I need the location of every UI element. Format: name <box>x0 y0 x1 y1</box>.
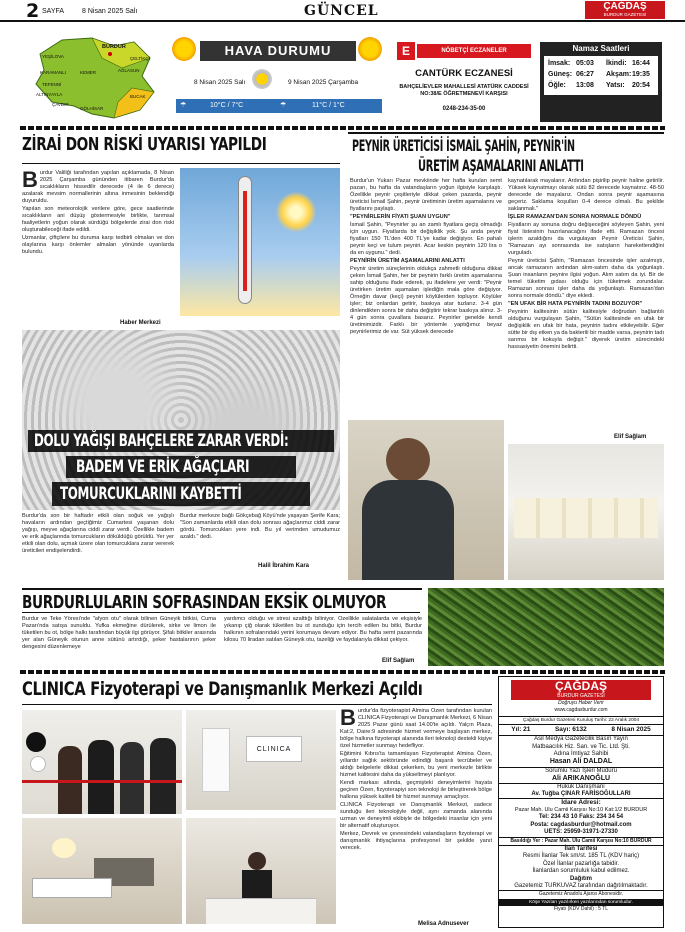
imprint-ilan3: İlanlardan sorumluluk kabul edilmez. <box>532 868 630 875</box>
sun-cloud-icon-right <box>358 37 382 61</box>
a3-c1-h2: PEYNİRİN ÜRETİM AŞAMALARINI ANLATTI <box>350 258 465 264</box>
imprint-office-addr: Pazar Mah. Ulu Camii Karşısı No:10 Kat:1/2 BURDUR <box>514 806 648 813</box>
a3-byline: Elif Sağlam <box>614 434 647 440</box>
cloud-sun-icon <box>252 69 272 89</box>
a1-p1: urdur Valiliği tarafından yapılan açıklamada, 8 Nisan 2025 Çarşamba gününden itibaren Burdur'da sıcaklıkların hissedilir derecede (4 ile 6 derece) azalarak mevsim normallerinin altına inmesinin beklendiği duyuruldu. <box>22 170 174 204</box>
temp1-icon: ☂ <box>180 102 187 109</box>
weather-title <box>200 41 356 61</box>
a1-p3: Uzmanlar, çiftçilere bu duruma karşı tedbirli olmaları ve don olaylarına karşı önlemler almaları yönünde uyarılarda bulundu. <box>22 235 174 255</box>
imprint-ilan1: Resmi İlanlar Tek sm/st. 185 TL (KDV hariç) <box>522 853 640 860</box>
a5-p5: Merkez, Devrek ve çevresindeki vatandaşların fizyoterapi ve danışmanlık ihtiyaçlarına profesyonel bir şekilde yanıt verecek. <box>340 831 492 851</box>
imprint-web: www.cagdasburdur.com <box>554 707 608 714</box>
prayer-panel <box>540 42 662 122</box>
pharmacy-badge <box>397 42 415 60</box>
imprint-owner1: Asil Medya Gazetecilik Basın Yayın <box>534 736 628 743</box>
imprint-print: Basıldığı Yer : Pazar Mah. Ulu Camii Karşısı No:10 BURDUR <box>499 837 663 846</box>
weather-day1: 8 Nisan 2025 Salı <box>194 79 246 86</box>
a5-title <box>22 676 492 704</box>
clinica-sign-text: CLINICA <box>256 746 292 753</box>
header-logo <box>585 1 665 19</box>
a3-title <box>348 132 664 176</box>
imprint-ilan-title: İlan Tarifesi <box>564 845 598 852</box>
a2-title <box>22 430 340 510</box>
page-number: 2 <box>26 0 40 22</box>
map-label-kemer: KEMER <box>80 70 97 75</box>
a3-c1-p2: İsmail Şahin, "Peynirler şu an zamlı fiyatlara geçiş olmadığı için uygun. Fiyatlarda bir değişiklik yok. Şu anda peynir fiyatları 150 TL'den 400 TL'ye kadar değişiyor. En pahalı peynir keçi ve tulum peyniri. Acar keskin peynirin 120 lira o da en uygunu." dedi. <box>350 222 502 256</box>
imprint-dagitim: Dağıtım <box>569 875 592 882</box>
a5-byline: Melisa Adnusever <box>418 921 469 927</box>
prayer-title <box>540 42 662 53</box>
a3-c1-p3: Peynir üretim süreçlerinin oldukça zahmetli olduğuna dikkat çeken İsmail Şahin, her bir peynirin farklı üretim aşamalarına sahip olduğunu ifade ederek, şu ifadelere yer verdi: "Peynir üretirken üretim aşamaları işlediğin mala göre değişiyor. Örneğin davar (keçi) peyniri köylülerden topluyor. Köylüler işler; biz onlardan getirir, baskıya atar tuzlarız. 3-4 gün dinlendikten sonra bir daha değiştirir tekrar baskıya alınız. 3-4 gün sonra çuvallara basarız. Peynirler genelde kendi üretimimizdir. Farklı bir yöntemle yaptığımız beyaz peynirlerimiz de var. Süt yüksek derecede <box>350 266 502 335</box>
imprint-ilan2: Özel İlanlar pazarlığa tabidir. <box>542 860 620 867</box>
weather-temps <box>176 99 382 113</box>
a4-col2: yardımcı olduğu ve stresi azalttığı biliniyor. Özellikle salatalarda ve ekşisiyle yıkanıp çiğ olarak tüketilen bu ot sunduğu için tercih edilen bu bitki, Burdur halkının sofralarındaki yerini korumaya devam ediyor. Bu hafta semt pazarında kilosu 70 liradan satılan Güneyik otu, tazeliği ve faydalarıyla dikkat çekiyor. <box>224 616 422 643</box>
a5-dropcap: B <box>340 708 356 730</box>
temp1: 10°C / 7°C <box>210 102 244 109</box>
sayfa-label: SAYFA <box>42 8 65 15</box>
thermometer-icon <box>238 176 252 304</box>
a1-p2: Yapılan son meteorolojik verilere göre, gece saatlerinde sıcaklıkların ani düşüş göstermesiyle birlikte, tarımsal faaliyetlerin yoğun olarak sürdüğü bölgelerde zirai don riski oluşturabileceği ifade edildi. <box>22 206 174 233</box>
weather-title-text: HAVA DURUMU <box>224 43 332 58</box>
map-label-bucak: BUCAK <box>130 94 146 99</box>
imprint-logo-text: ÇAĞDAŞ <box>554 679 607 693</box>
imprint-legal: Av. Tuğba ÇINAR FARİSOĞULLARI <box>531 791 631 798</box>
imprint-yil: Yıl: 21 <box>511 726 531 734</box>
imprint-logo-sub: BURDUR GAZETESİ <box>557 693 605 699</box>
seller-figure <box>386 438 430 482</box>
mid-divider <box>20 670 665 674</box>
a5-title-text: CLINICA Fizyoterapi ve Danışmanlık Merkezi Açıldı <box>22 678 423 700</box>
imprint-founded: Çağdaş Burdur Gazetesi Kuruluş Tarihi: 22 Aralık 2004 <box>499 716 663 724</box>
sun-icon <box>276 192 316 232</box>
page-header <box>0 0 685 22</box>
imprint-price: Fiyatı (KDV Dahil) : 5 TL <box>553 906 609 913</box>
a4-rule <box>22 612 420 613</box>
a2-col1: Burdur'da son bir haftadır etkili olan soğuk ve yağışlı havaların ardından geçtiğimiz Cumartesi yaşanan dolu yağışı, meyve ağaçlarına ciddi zarar verdi. Özellikle badem ve erik ağaçlarında tomurcukların döküldüğü görüldü. Yer yer etkili olan dolu, açmak üzere olan tomurcuklara zarar vererek üreticileri endişelendirdi. <box>22 513 174 554</box>
prayer-table <box>544 56 658 95</box>
imprint-note: Köşe Yazıları yazılırken yazılarından sorumludur. <box>499 899 663 906</box>
header-date: 8 Nisan 2025 Salı <box>82 8 138 15</box>
pharmacy-panel <box>393 40 535 120</box>
prayer-row: Güneş: 06:27 Akşam: 19:35 <box>548 71 650 78</box>
pharmacy-title-text: NÖBETÇİ ECZANELER <box>441 48 507 54</box>
pharmacy-title <box>417 44 531 58</box>
a2-title-l3 <box>52 482 310 506</box>
imprint-uets: UETS: 25959-31971-27330 <box>544 829 618 836</box>
weather-day2: 9 Nisan 2025 Çarşamba <box>288 79 359 86</box>
pharmacy-e-icon: E <box>401 44 410 58</box>
a5-p2: Eğitimini Kıbrıs'ta tamamlayan Fizyoterapist Almina Özen, yıllardır sağlık sektöründe edindiği başarılı tecrübeler ve aldığı belgelerle dikkat çekerken, bu yeni merkezle birlikte hizmet kalitesini daha da yükseltmeyi planlıyor. <box>340 751 492 778</box>
a5-photo-room <box>22 818 182 924</box>
prayer-row: İmsak: 05:03 İkindi: 16:44 <box>548 60 650 67</box>
a1-rule <box>22 163 340 164</box>
imprint-tagline: Doğruyu Haber Verir <box>558 700 604 706</box>
header-logo-text: ÇAĞDAŞ <box>603 1 647 12</box>
imprint-owner2: Matbaacılık Hiz. San. ve Tic. Ltd. Şti. <box>532 743 630 750</box>
map-label-karamanli: KARAMANLI <box>40 70 67 75</box>
a3-c2-p4: Peynirin kalitesinin sütün kalitesiyle doğrudan bağlantılı olduğunu vurgulayan Şahin, "Sütün kalitesinde en ufak bir değişiklik en ufak bir hata, peynirin tadını etkileyebilir. Eğer sütte bir dış etken ya da bakterili bir madde varsa, peynirin tadı sarımsı bir kokuyla değişir." diyerek üretim sürecindeki hassasiyetin önemini belirtti. <box>508 309 664 350</box>
a5-rule <box>22 704 492 705</box>
header-logo-sub: BURDUR GAZETESİ <box>603 12 647 17</box>
imprint-editor: Ali ARIKANOĞLU <box>551 775 611 783</box>
a1-title-text: ZİRAİ DON RİSKİ UYARISI YAPILDI <box>22 134 267 155</box>
imprint-editor-label: Sorumlu Yazı İşleri Müdürü <box>499 767 663 775</box>
a2-title-l1-text: DOLU YAĞIŞI BAHÇELERE ZARAR VERDİ: <box>34 431 289 451</box>
map-label-altinyayla: ALTINYAYLA <box>36 92 63 97</box>
map-label-celtikci: ÇELTİKÇİ <box>130 56 150 61</box>
weather-map <box>22 32 164 122</box>
a5-photo-reception <box>186 818 336 924</box>
a5-photo-clinica-sign <box>186 710 336 810</box>
prayer-row: Öğle: 13:08 Yatsı: 20:54 <box>548 82 650 89</box>
imprint-logo <box>511 680 651 700</box>
a5-body <box>340 708 492 920</box>
a1-title <box>22 134 342 160</box>
a2-title-l3-text: TOMURCUKLARINI KAYBETTİ <box>60 484 242 504</box>
a5-p1: urdur'da fizyoterapist Almina Özen tarafından kurulan CLINICA Fizyoterapi ve Danışmanlık Merkezi, 6 Nisan 2025 Pazar günü saat 14.00'te açıldı. Yalçın Plaza, Kat:2, Daire:9 adresinde hizmet vermeye başlayan merkez, bölge halkına fizyoterapi alanında ileri teknoloji destekli kişiye özel hizmetler sunmayı hedefliyor. <box>340 708 492 749</box>
imprint-issue <box>499 724 663 736</box>
imprint-date: 8 Nisan 2025 <box>611 726 651 734</box>
map-label-aglasun: AĞLASUN <box>118 68 140 73</box>
pharmacy-name: CANTÜRK ECZANESİ <box>415 68 513 79</box>
a3-col1 <box>350 178 502 418</box>
imprint-office-label: İdare Adresi: <box>499 798 663 806</box>
a2-col2: Burdur merkeze bağlı Gökçebağ Köyü'nde yaşayan Şerife Kara; "Son zamanlarda etkili olan dolu sonrası ağaçlarımız ciddi zarar gördü. Tomurcukları yere indi. Bu yıl verimden umudumuz azaldı." dedi. <box>180 513 340 540</box>
a2-title-l2 <box>66 456 296 478</box>
a4-photo-guneyik <box>428 588 664 666</box>
top-divider <box>20 126 665 130</box>
a4-byline: Elif Sağlam <box>382 658 415 664</box>
map-label-cavdir: ÇAVDIR <box>52 102 69 107</box>
a4-title <box>22 588 422 612</box>
cheese-blocks <box>514 498 658 538</box>
clinica-sign <box>246 736 302 762</box>
a3-title-l2: ÜRETİM AŞAMALARINI ANLATTI <box>418 156 584 175</box>
map-label-golhisar: GÖLHİSAR <box>80 106 104 111</box>
map-label-yesilova: YEŞİLOVA <box>42 54 64 59</box>
map-label-tefenni: TEFENNİ <box>42 82 62 87</box>
a2-title-l1 <box>28 430 334 452</box>
imprint-sayi: Sayı: 6132 <box>554 726 587 734</box>
a1-body <box>22 170 174 318</box>
a3-c1-p1: Burdur'un Yukarı Pazar mevkiinde her hafta kurulan semt pazarı, bu hafta da vatandaşların yoğun ilgisiyle karşılaştı. Özellikle peynir çeşitleriyle dikkat çeken pazarda, peynir üreticisi İsmail Şahin, peynir üretiminin üretim aşamalarını ve fiyatlarını paylaştı. <box>350 178 502 212</box>
a4-col1: Burdur ve Teke Yöresi'nde "afyon otu" olarak bilinen Güneyik bitkisi, Cuma Pazarı'nda satışa sunuldu. Yufka ekmeğine dürülerek, sirke ve limon ile tüketilen bu ot, bölge halkı tarafından büyük ilgi görüyor. Şifalı bitkiler arasında yer alan Güneyik otunun anne sütünü artırdığı, şeker hastalarının şeker dengesini düzenlemeye <box>22 616 216 650</box>
sun-cloud-icon <box>172 37 196 61</box>
imprint-box <box>498 676 664 928</box>
temp2: 11°C / 1°C <box>312 102 345 109</box>
a3-c2-p3: Peynir üreticisi Şahin, "Ramazan öncesinde işler azalmıştı, ancak ramazanın ardından alım-satım daha da yoğunlaştı. Şuan insanların peynire ilgisi yoğun. Alım satım da iyi. Bir de temel tüketim gıdası olduğu için tüketmek zorundalar. Ramazan sonrası işler daha da yoğunlaştı. Ramazan'dan sonra normale döndü." diye ekledi. <box>508 258 664 299</box>
a1-photo-thermometer <box>180 168 340 316</box>
a5-p4: CLINICA Fizyoterapi ve Danışmanlık Merkezi, sadece sunduğu ileri teknolojiyle değil, aynı zamanda alanında uzman ve deneyimli ekibiyle de bölgedeki insanlar için yeni bir alternatif oluşturuyor. <box>340 802 492 829</box>
a3-c2-h2: "EN UFAK BİR HATA PEYNİRİN TADINI BOZUYOR" <box>508 301 643 307</box>
pharmacy-phone: 0248-234-35-00 <box>442 106 486 112</box>
a1-dropcap: B <box>22 170 38 192</box>
imprint-post: Posta: cagdasburdur@hotmail.com <box>530 821 632 828</box>
a5-p3: Kendi markası altında, geçmişteki deneyimlerini hayata geçiren Özen, fizyoterapiyi son teknoloji ile birleştirerek bölge halkına yüksek kaliteli bir hizmet sunmayı amaçlıyor. <box>340 780 492 800</box>
a3-photo-cheese-seller <box>348 420 504 580</box>
a3-c2-p1: kaynatılarak mayalanır. Ardından pişirilip peynir haline getirilir. Yüksek kaynatmayı olarak sütü 82 derecede kaynatırız. 48-50 derecede de mayalarız. Ondan sonra peynir aşamasına geçeriz. Saklama koşulları 0-4 derece olmalı. Bu şekilde saklanmalı." <box>508 178 664 212</box>
weather-panel <box>168 33 388 121</box>
a3-c2-p2: Fiyatların ay sonuna doğru değişeceğini söyleyen Şahin, yeni fiyat listesinin hazırlanacağını ifade etti. Ramazan öncesi işlerin azaldığını da vurgulayan Peynir Üreticisi Şahin, "Ramazan ayı sonrasında ise satışların hareketlendiğini vurguladı. <box>508 222 664 256</box>
imprint-dagitim2: Gazetemiz TURKUVAZ tarafından dağıtılmaktadır. <box>514 882 648 889</box>
a3-photo-cheese-counter <box>508 444 664 580</box>
temp2-icon: ☂ <box>280 102 287 109</box>
a3-title-l1: PEYNİR ÜRETİCİSİ İSMAİL ŞAHİN, PEYNİR'İN <box>352 136 575 155</box>
a4-title-text: BURDURLULARIN SOFRASINDAN EKSİK OLMUYOR <box>22 592 387 612</box>
prayer-title-text: Namaz Saatleri <box>572 44 630 53</box>
a5-photo-ribbon <box>22 710 182 814</box>
imprint-aa: Gazetemiz Anadolu Ajansı Abonesidir. <box>499 890 663 898</box>
a1-byline: Haber Merkezi <box>120 320 161 326</box>
pharmacy-address: BAHÇELİEVLER MAHALLESİ ATATÜRK CADDESİ NO:38/E ÖĞRETMENEVİ KARŞISI <box>399 84 529 97</box>
section-title: GÜNCEL <box>304 3 379 19</box>
a2-byline: Halil İbrahim Kara <box>258 563 310 569</box>
imprint-owner-name: Hasan Ali DALDAL <box>549 758 613 766</box>
a3-col2 <box>508 178 664 432</box>
imprint-legal-label: Hukuk Danışmanı <box>499 783 663 791</box>
imprint-tel: Tel: 234 43 10 Faks: 234 34 54 <box>538 814 624 821</box>
map-label-burdur: BURDUR <box>102 44 126 50</box>
a3-c1-h1: "PEYNİRLERİN FİYATI ŞUAN UYGUN" <box>350 214 451 220</box>
a3-c2-h1: İŞLER RAMAZAN'DAN SONRA NORMALE DÖNDÜ <box>508 214 642 220</box>
a2-title-l2-text: BADEM VE ERİK AĞAÇLARI <box>76 457 250 477</box>
imprint-owner3: Adına İmtiyaz Sahibi <box>553 751 609 758</box>
